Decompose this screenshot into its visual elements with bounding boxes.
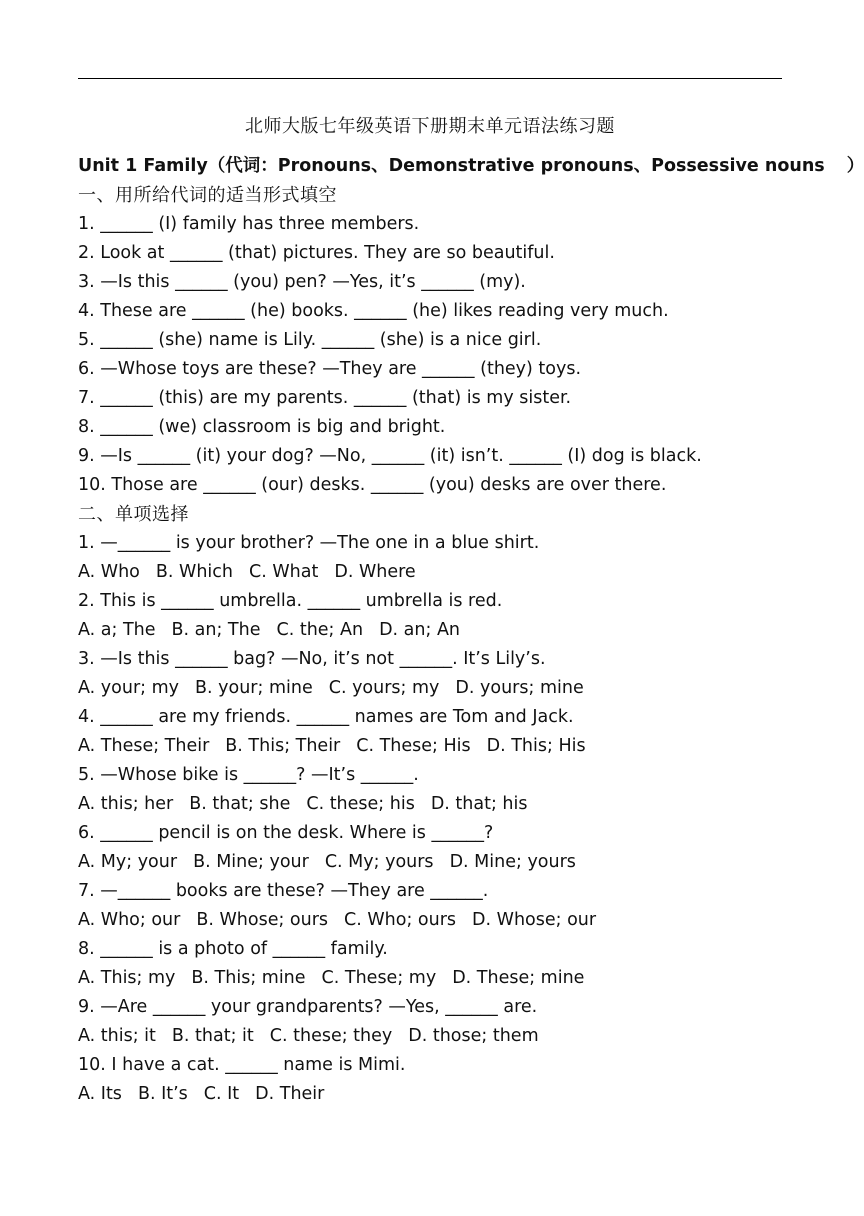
fill-in-item: 8. ______ (we) classroom is big and bright.	[78, 417, 446, 437]
option-d: D. those; them	[408, 1026, 539, 1046]
question-options	[78, 1080, 798, 1109]
option-a: A. This; my	[78, 968, 176, 988]
question-text: 6. ______ pencil is on the desk. Where is ______?	[78, 823, 494, 843]
option-b: B. Which	[155, 562, 234, 582]
fill-in-item: 3. —Is this ______ (you) pen? —Yes, it’s ______ (my).	[78, 272, 526, 292]
question-options	[78, 1022, 798, 1051]
option-a: A. a; The	[78, 620, 156, 640]
option-b: B. Whose; ours	[196, 910, 329, 930]
question-options	[78, 732, 798, 761]
option-c: C. Who; ours	[344, 910, 457, 930]
option-a: A. your; my	[78, 678, 180, 698]
fill-in-item: 2. Look at ______ (that) pictures. They are so beautiful.	[78, 243, 555, 263]
option-d: D. This; His	[486, 736, 586, 756]
question-text: 4. ______ are my friends. ______ names are Tom and Jack.	[78, 707, 574, 727]
fill-in-item: 10. Those are ______ (our) desks. ______ (you) desks are over there.	[78, 475, 667, 495]
option-a: A. this; her	[78, 794, 174, 814]
fill-in-item: 5. ______ (she) name is Lily. ______ (she) is a nice girl.	[78, 330, 542, 350]
option-c: C. the; An	[276, 620, 364, 640]
option-c: C. What	[249, 562, 319, 582]
unit-heading-close: ）	[846, 156, 864, 176]
unit-heading-text: Unit 1 Family（代词：Pronouns、Demonstrative pronouns、Possessive nouns	[78, 156, 825, 176]
question-text: 9. —Are ______ your grandparents? —Yes, ______ are.	[78, 997, 538, 1017]
option-d: D. that; his	[430, 794, 528, 814]
question-text: 3. —Is this ______ bag? —No, it’s not ______. It’s Lily’s.	[78, 649, 546, 669]
option-c: C. these; his	[306, 794, 415, 814]
section-2-heading: 二、单项选择	[78, 504, 189, 525]
option-b: B. It’s	[137, 1084, 188, 1104]
option-c: C. These; my	[321, 968, 437, 988]
option-b: B. an; The	[171, 620, 261, 640]
option-c: C. These; His	[356, 736, 471, 756]
option-b: B. your; mine	[195, 678, 313, 698]
option-d: D. an; An	[379, 620, 461, 640]
unit-heading	[78, 152, 864, 181]
fill-in-item: 7. ______ (this) are my parents. ______ (that) is my sister.	[78, 388, 572, 408]
question-options	[78, 674, 798, 703]
option-b: B. This; mine	[191, 968, 306, 988]
option-d: D. Their	[255, 1084, 325, 1104]
option-b: B. Mine; your	[193, 852, 309, 872]
option-d: D. Where	[334, 562, 416, 582]
question-text: 5. —Whose bike is ______? —It’s ______.	[78, 765, 419, 785]
question-options	[78, 964, 798, 993]
fill-in-item: 1. ______ (I) family has three members.	[78, 214, 420, 234]
question-text: 10. I have a cat. ______ name is Mimi.	[78, 1055, 406, 1075]
option-a: A. this; it	[78, 1026, 156, 1046]
option-b: B. This; Their	[225, 736, 341, 756]
fill-in-item: 6. —Whose toys are these? —They are ______ (they) toys.	[78, 359, 582, 379]
question-text: 8. ______ is a photo of ______ family.	[78, 939, 388, 959]
option-a: A. Who	[78, 562, 140, 582]
question-options	[78, 558, 798, 587]
section-1-heading: 一、用所给代词的适当形式填空	[78, 185, 337, 206]
page-title: 北师大版七年级英语下册期末单元语法练习题	[245, 116, 615, 137]
option-c: C. these; they	[269, 1026, 393, 1046]
question-text: 1. —______ is your brother? —The one in a blue shirt.	[78, 533, 540, 553]
option-c: C. It	[203, 1084, 240, 1104]
option-a: A. Its	[78, 1084, 122, 1104]
fill-in-item: 9. —Is ______ (it) your dog? —No, ______ (it) isn’t. ______ (I) dog is black.	[78, 446, 702, 466]
question-options	[78, 848, 798, 877]
option-c: C. yours; my	[328, 678, 440, 698]
fill-in-item: 4. These are ______ (he) books. ______ (he) likes reading very much.	[78, 301, 669, 321]
option-a: A. My; your	[78, 852, 178, 872]
question-text: 7. —______ books are these? —They are ______.	[78, 881, 489, 901]
header-rule	[78, 78, 782, 79]
question-options	[78, 790, 798, 819]
question-options	[78, 906, 798, 935]
option-a: A. These; Their	[78, 736, 210, 756]
option-a: A. Who; our	[78, 910, 181, 930]
option-c: C. My; yours	[324, 852, 434, 872]
question-text: 2. This is ______ umbrella. ______ umbrella is red.	[78, 591, 503, 611]
option-b: B. that; she	[189, 794, 291, 814]
question-options	[78, 616, 798, 645]
option-d: D. Mine; yours	[449, 852, 576, 872]
document-body	[78, 152, 864, 1109]
option-d: D. yours; mine	[455, 678, 584, 698]
option-b: B. that; it	[171, 1026, 254, 1046]
option-d: D. Whose; our	[472, 910, 597, 930]
option-d: D. These; mine	[452, 968, 585, 988]
